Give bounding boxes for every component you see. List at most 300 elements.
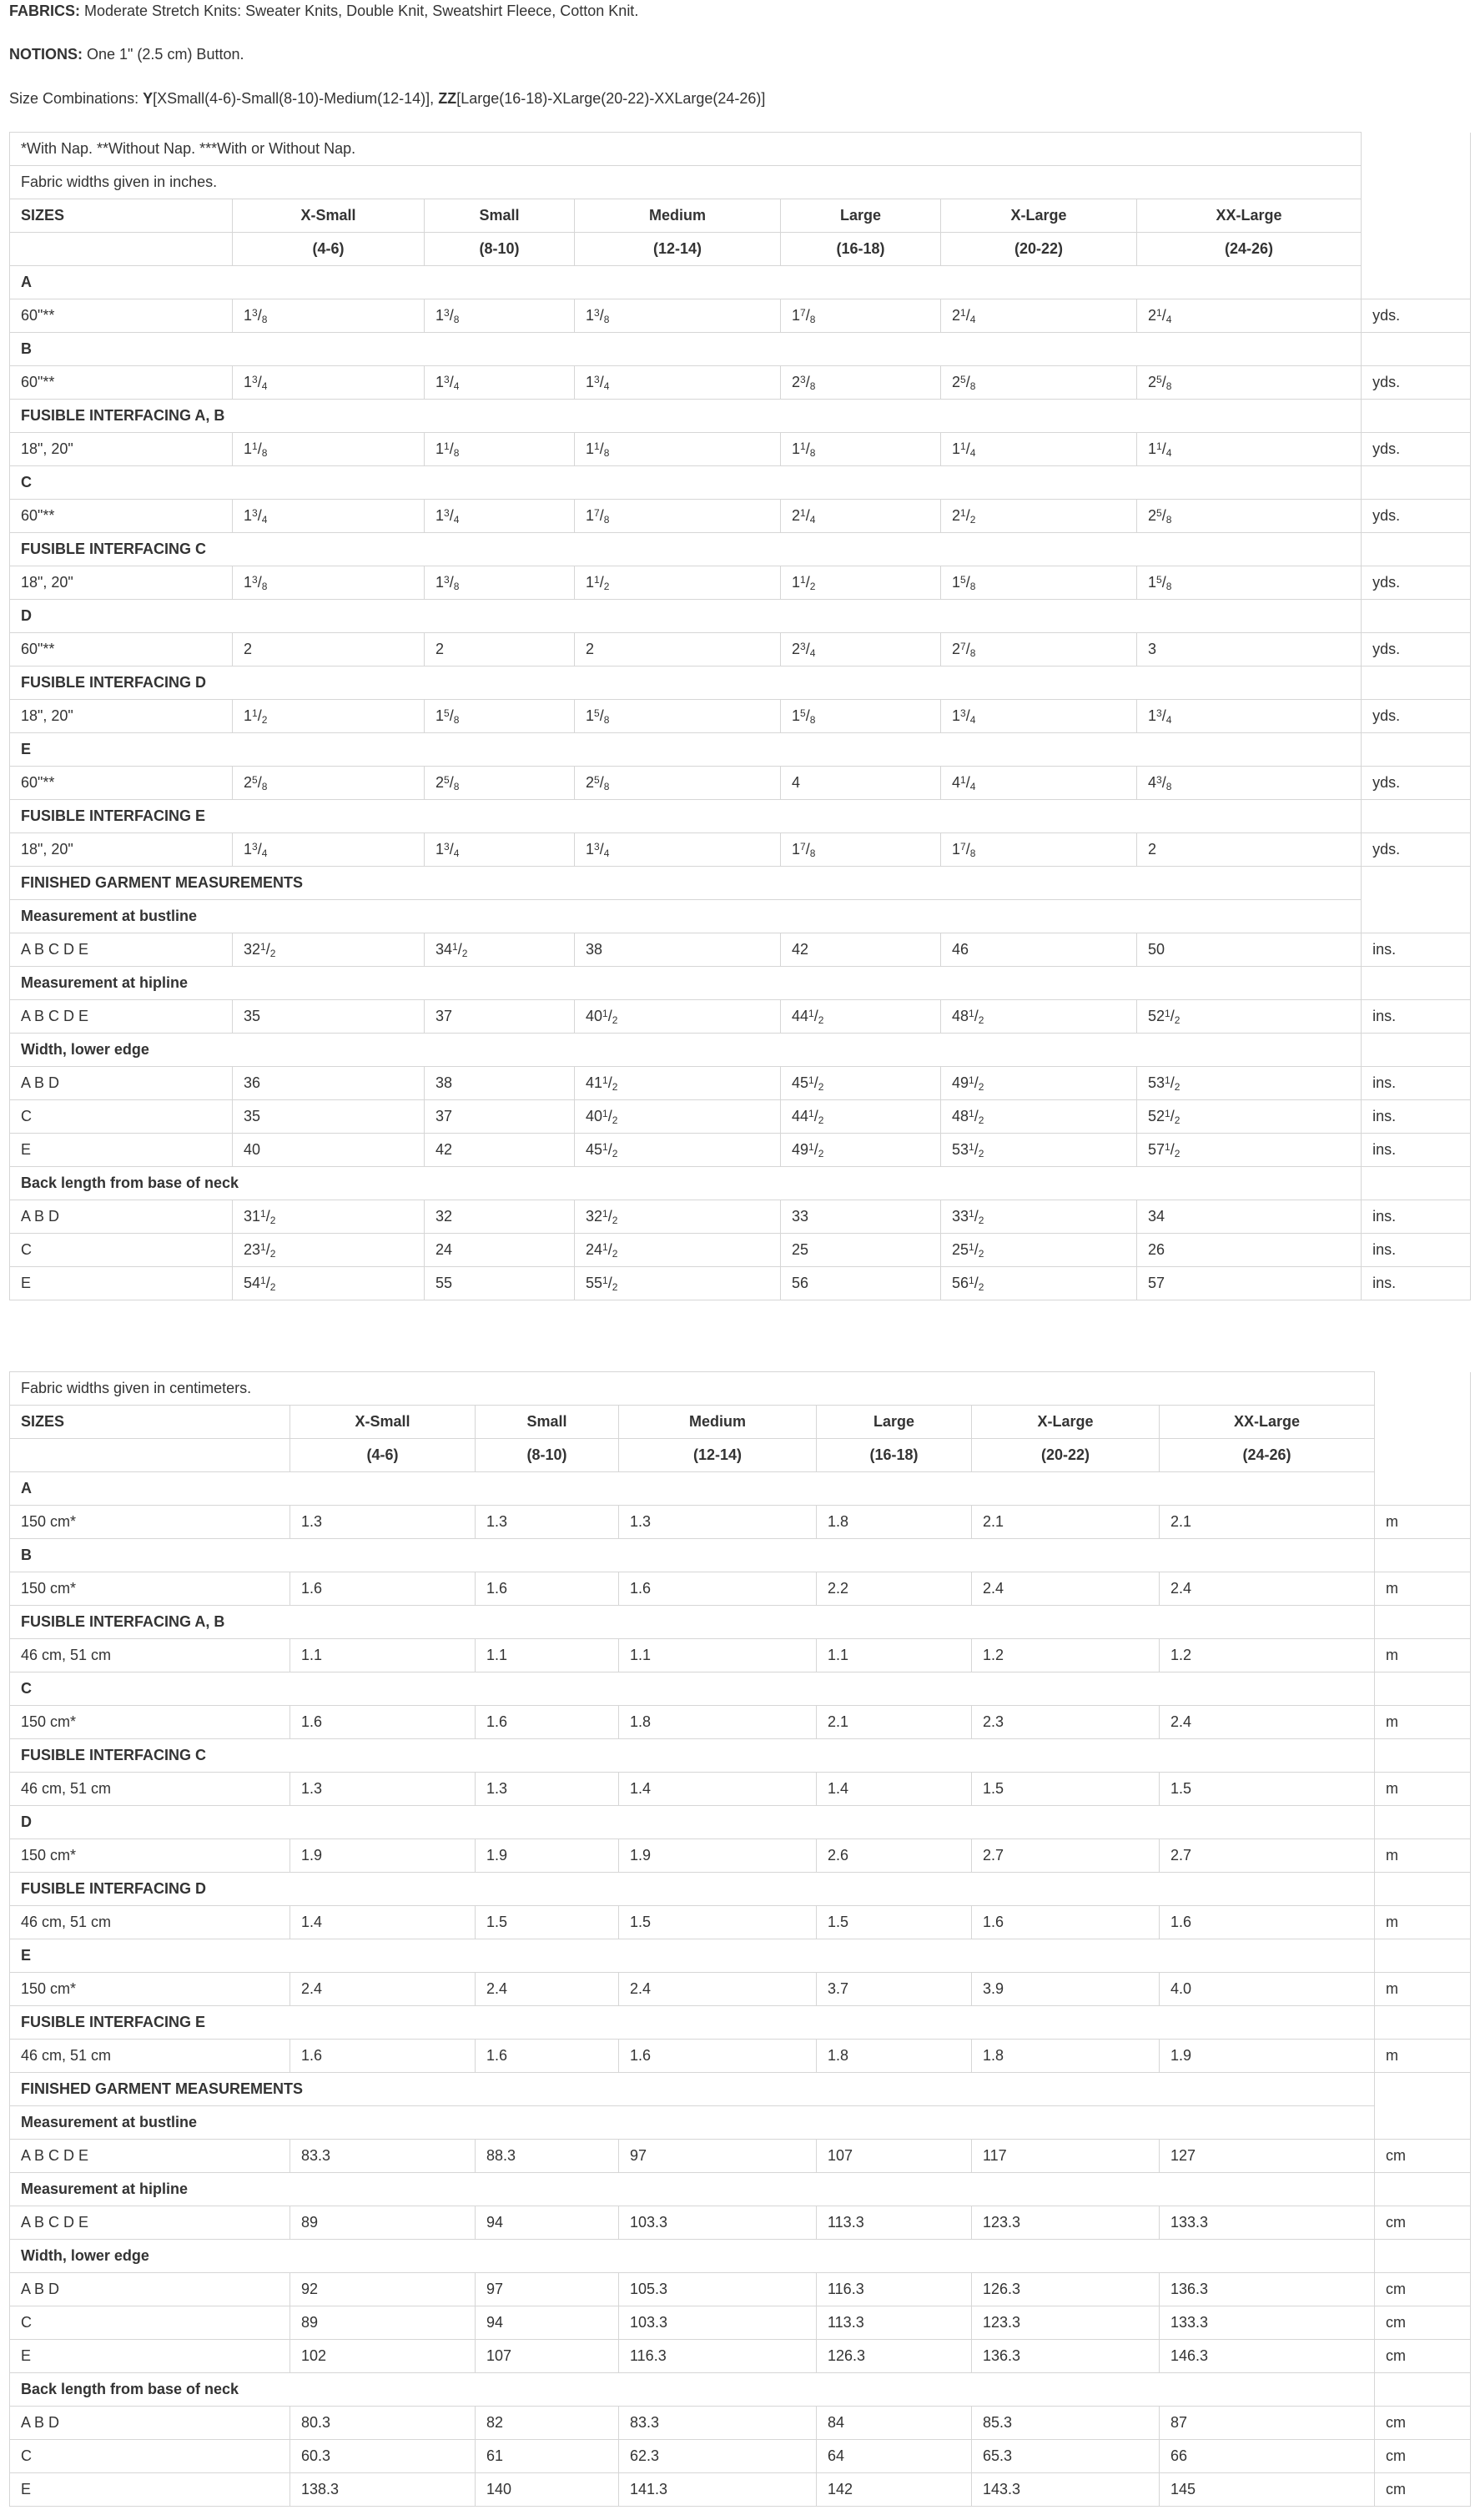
row-label: 18", 20" <box>10 566 233 600</box>
table-row <box>10 2407 1471 2440</box>
size-value-6: 145 <box>1160 2473 1375 2507</box>
section-row <box>10 666 1471 700</box>
table-row <box>10 1506 1471 1539</box>
size-value-6: $1^1/_4$ <box>1137 433 1362 466</box>
size-value-3: 1.8 <box>619 1706 817 1739</box>
unit-label: yds. <box>1362 566 1471 600</box>
size-value-5: 2.4 <box>972 1572 1160 1606</box>
size-combo-y-code: Y <box>143 90 154 107</box>
size-value-6: 136.3 <box>1160 2273 1375 2306</box>
size-value-1: 1.6 <box>290 1572 476 1606</box>
size-value-6: 66 <box>1160 2440 1375 2473</box>
size-value-1: $1^3/_8$ <box>233 566 425 600</box>
size-value-2: 1.3 <box>476 1506 619 1539</box>
section-label: A <box>10 1472 1375 1506</box>
size-value-5: $25^1/_2$ <box>941 1234 1137 1267</box>
table-row <box>10 1134 1471 1167</box>
size-value-1: 1.4 <box>290 1906 476 1939</box>
row-label: 60"** <box>10 299 233 333</box>
size-value-2: 140 <box>476 2473 619 2507</box>
section-label: FUSIBLE INTERFACING A, B <box>10 1606 1375 1639</box>
unit-column-spacer <box>1375 2073 1471 2106</box>
section-label: A <box>10 266 1362 299</box>
table-row <box>10 1706 1471 1739</box>
size-value-4: 1.1 <box>817 1639 972 1672</box>
size-range-1: (4-6) <box>233 233 425 266</box>
table-row <box>10 433 1471 466</box>
size-name-4: Large <box>781 199 941 233</box>
size-value-5: 2.1 <box>972 1506 1160 1539</box>
size-value-3: 1.4 <box>619 1773 817 1806</box>
section-row <box>10 533 1471 566</box>
unit-label: cm <box>1375 2273 1471 2306</box>
size-value-1: $1^3/_4$ <box>233 366 425 400</box>
size-value-6: $4^3/_8$ <box>1137 767 1362 800</box>
unit-label: cm <box>1375 2206 1471 2240</box>
size-value-5: $4^1/_4$ <box>941 767 1137 800</box>
size-value-2: $1^3/_4$ <box>425 500 575 533</box>
row-label: 18", 20" <box>10 433 233 466</box>
size-range-3: (12-14) <box>619 1439 817 1472</box>
size-value-5: $56^1/_2$ <box>941 1267 1137 1300</box>
size-value-5: 3.9 <box>972 1973 1160 2006</box>
size-value-6: 34 <box>1137 1200 1362 1234</box>
size-value-2: 82 <box>476 2407 619 2440</box>
size-value-4: $44^1/_2$ <box>781 1000 941 1034</box>
section-label: D <box>10 1806 1375 1839</box>
section-row <box>10 2373 1471 2407</box>
sizes-label: SIZES <box>10 199 233 233</box>
unit-column-spacer <box>1375 2373 1471 2407</box>
unit-column-spacer <box>1375 1372 1471 1506</box>
section-row <box>10 867 1471 900</box>
size-value-3: $1^5/_8$ <box>575 700 781 733</box>
unit-label: ins. <box>1362 1234 1471 1267</box>
size-value-5: $1^1/_4$ <box>941 433 1137 466</box>
size-value-4: $2^1/_4$ <box>781 500 941 533</box>
unit-column-spacer <box>1362 133 1471 299</box>
size-value-2: 88.3 <box>476 2140 619 2173</box>
size-value-1: 1.1 <box>290 1639 476 1672</box>
size-range-5: (20-22) <box>972 1439 1160 1472</box>
size-value-6: 2.4 <box>1160 1706 1375 1739</box>
unit-column-spacer <box>1375 1939 1471 1973</box>
size-value-4: 56 <box>781 1267 941 1300</box>
size-value-6: 1.9 <box>1160 2040 1375 2073</box>
size-value-4: $1^1/_8$ <box>781 433 941 466</box>
size-value-5: 1.2 <box>972 1639 1160 1672</box>
section-label: FUSIBLE INTERFACING E <box>10 2006 1375 2040</box>
size-value-3: 103.3 <box>619 2206 817 2240</box>
section-label: B <box>10 1539 1375 1572</box>
row-label: A B D <box>10 2407 290 2440</box>
unit-column-spacer <box>1375 1739 1471 1773</box>
size-value-6: $2^5/_8$ <box>1137 366 1362 400</box>
table-row <box>10 2140 1471 2173</box>
row-label: A B C D E <box>10 2140 290 2173</box>
row-label: C <box>10 2306 290 2340</box>
size-value-1: 1.3 <box>290 1773 476 1806</box>
table-row <box>10 366 1471 400</box>
size-value-3: $45^1/_2$ <box>575 1134 781 1167</box>
section-row <box>10 2173 1471 2206</box>
table-row <box>10 1100 1471 1134</box>
size-value-2: 42 <box>425 1134 575 1167</box>
size-combo-zz-code: ZZ <box>438 90 457 107</box>
size-range-6: (24-26) <box>1137 233 1362 266</box>
section-label: FUSIBLE INTERFACING E <box>10 800 1362 833</box>
unit-label: ins. <box>1362 1267 1471 1300</box>
size-value-3: $2^5/_8$ <box>575 767 781 800</box>
size-value-2: 1.9 <box>476 1839 619 1873</box>
size-value-2: $34^1/_2$ <box>425 933 575 967</box>
row-label: A B D <box>10 1067 233 1100</box>
size-value-4: 116.3 <box>817 2273 972 2306</box>
size-value-4: 113.3 <box>817 2206 972 2240</box>
fabrics-label: FABRICS: <box>9 3 80 19</box>
size-value-3: 103.3 <box>619 2306 817 2340</box>
row-label: E <box>10 2340 290 2373</box>
size-value-1: 1.6 <box>290 1706 476 1739</box>
size-value-5: $1^7/_8$ <box>941 833 1137 867</box>
table-row <box>10 2040 1471 2073</box>
size-value-1: $1^1/_2$ <box>233 700 425 733</box>
size-value-4: 3.7 <box>817 1973 972 2006</box>
size-value-3: 62.3 <box>619 2440 817 2473</box>
size-value-2: 61 <box>476 2440 619 2473</box>
size-value-1: 89 <box>290 2206 476 2240</box>
size-value-4: 1.5 <box>817 1906 972 1939</box>
size-value-2: $1^3/_4$ <box>425 366 575 400</box>
size-value-5: 2.3 <box>972 1706 1160 1739</box>
size-combo-y-sizes: [XSmall(4-6)-Small(8-10)-Medium(12-14)], <box>153 90 439 107</box>
section-row <box>10 800 1471 833</box>
row-label: E <box>10 2473 290 2507</box>
size-range-blank <box>10 233 233 266</box>
unit-label: cm <box>1375 2306 1471 2340</box>
size-value-4: $1^7/_8$ <box>781 299 941 333</box>
size-value-2: 1.1 <box>476 1639 619 1672</box>
size-value-1: 36 <box>233 1067 425 1100</box>
size-value-4: $2^3/_8$ <box>781 366 941 400</box>
size-value-2: $1^3/_8$ <box>425 566 575 600</box>
size-value-1: 60.3 <box>290 2440 476 2473</box>
size-value-3: 116.3 <box>619 2340 817 2373</box>
size-value-3: $1^1/_2$ <box>575 566 781 600</box>
size-range-5: (20-22) <box>941 233 1137 266</box>
size-value-6: 1.5 <box>1160 1773 1375 1806</box>
section-label: E <box>10 733 1362 767</box>
unit-column-spacer <box>1375 1806 1471 1839</box>
unit-label: ins. <box>1362 1067 1471 1100</box>
size-value-6: 26 <box>1137 1234 1362 1267</box>
row-label: 60"** <box>10 767 233 800</box>
unit-label: m <box>1375 1839 1471 1873</box>
size-value-2: 2 <box>425 633 575 666</box>
row-label: A B D <box>10 1200 233 1234</box>
size-value-2: $2^5/_8$ <box>425 767 575 800</box>
unit-label: cm <box>1375 2340 1471 2373</box>
size-value-4: 2.1 <box>817 1706 972 1739</box>
size-name-5: X-Large <box>941 199 1137 233</box>
unit-label: cm <box>1375 2140 1471 2173</box>
table-row <box>10 2340 1471 2373</box>
section-row <box>10 400 1471 433</box>
size-value-4: $1^5/_8$ <box>781 700 941 733</box>
size-range-2: (8-10) <box>425 233 575 266</box>
size-value-3: 141.3 <box>619 2473 817 2507</box>
size-value-3: 1.9 <box>619 1839 817 1873</box>
unit-label: m <box>1375 1639 1471 1672</box>
section-label: Width, lower edge <box>10 2240 1375 2273</box>
size-value-1: 1.9 <box>290 1839 476 1873</box>
unit-column-spacer <box>1362 666 1471 700</box>
size-value-1: 1.6 <box>290 2040 476 2073</box>
size-range-1: (4-6) <box>290 1439 476 1472</box>
size-value-1: 35 <box>233 1100 425 1134</box>
size-value-1: 40 <box>233 1134 425 1167</box>
notions-label: NOTIONS: <box>9 46 83 63</box>
size-value-4: $44^1/_2$ <box>781 1100 941 1134</box>
table-row <box>10 566 1471 600</box>
section-row <box>10 1606 1471 1639</box>
size-value-6: 2.4 <box>1160 1572 1375 1606</box>
section-row <box>10 466 1471 500</box>
size-value-6: 57 <box>1137 1267 1362 1300</box>
unit-label: yds. <box>1362 366 1471 400</box>
size-value-4: 84 <box>817 2407 972 2440</box>
unit-label: m <box>1375 2040 1471 2073</box>
size-value-5: 126.3 <box>972 2273 1160 2306</box>
size-value-4: 64 <box>817 2440 972 2473</box>
header-row <box>10 166 1471 199</box>
header-row <box>10 233 1471 266</box>
size-value-3: $55^1/_2$ <box>575 1267 781 1300</box>
section-label: FUSIBLE INTERFACING C <box>10 533 1362 566</box>
section-label: B <box>10 333 1362 366</box>
size-name-3: Medium <box>619 1406 817 1439</box>
unit-label: yds. <box>1362 767 1471 800</box>
size-value-4: 1.4 <box>817 1773 972 1806</box>
size-range-2: (8-10) <box>476 1439 619 1472</box>
unit-label: m <box>1375 1906 1471 1939</box>
sizes-label: SIZES <box>10 1406 290 1439</box>
section-row <box>10 2240 1471 2273</box>
size-value-1: 35 <box>233 1000 425 1034</box>
size-value-2: 37 <box>425 1000 575 1034</box>
size-range-6: (24-26) <box>1160 1439 1375 1472</box>
size-value-1: $1^1/_8$ <box>233 433 425 466</box>
size-range-blank <box>10 1439 290 1472</box>
size-value-5: $2^1/_2$ <box>941 500 1137 533</box>
section-row <box>10 2006 1471 2040</box>
size-value-5: $1^3/_4$ <box>941 700 1137 733</box>
size-value-4: 2.6 <box>817 1839 972 1873</box>
section-row <box>10 1034 1471 1067</box>
size-value-3: $1^3/_4$ <box>575 366 781 400</box>
table-row <box>10 2440 1471 2473</box>
size-value-2: 1.3 <box>476 1773 619 1806</box>
size-value-4: 42 <box>781 933 941 967</box>
table-row <box>10 933 1471 967</box>
section-row <box>10 1806 1471 1839</box>
unit-label: cm <box>1375 2440 1471 2473</box>
row-label: 18", 20" <box>10 700 233 733</box>
size-value-2: 1.6 <box>476 1706 619 1739</box>
unit-column-spacer <box>1375 2006 1471 2040</box>
section-label: Measurement at hipline <box>10 967 1362 1000</box>
table-row <box>10 2273 1471 2306</box>
size-value-1: 80.3 <box>290 2407 476 2440</box>
size-value-3: $40^1/_2$ <box>575 1100 781 1134</box>
size-value-5: $2^7/_8$ <box>941 633 1137 666</box>
section-row <box>10 2106 1471 2140</box>
size-value-4: 126.3 <box>817 2340 972 2373</box>
size-value-3: $40^1/_2$ <box>575 1000 781 1034</box>
size-value-6: $2^1/_4$ <box>1137 299 1362 333</box>
unit-label: yds. <box>1362 500 1471 533</box>
size-value-6: $52^1/_2$ <box>1137 1000 1362 1034</box>
unit-column-spacer <box>1362 800 1471 833</box>
unit-column-spacer <box>1362 533 1471 566</box>
size-value-5: 123.3 <box>972 2306 1160 2340</box>
size-value-6: 3 <box>1137 633 1362 666</box>
section-row <box>10 1939 1471 1973</box>
table-row <box>10 299 1471 333</box>
size-value-3: 97 <box>619 2140 817 2173</box>
size-value-3: 2 <box>575 633 781 666</box>
section-label: FINISHED GARMENT MEASUREMENTS <box>10 2073 1375 2106</box>
table-row <box>10 1067 1471 1100</box>
unit-column-spacer <box>1362 867 1471 900</box>
size-value-5: $48^1/_2$ <box>941 1000 1137 1034</box>
unit-label: yds. <box>1362 700 1471 733</box>
size-value-2: $1^5/_8$ <box>425 700 575 733</box>
size-value-4: 107 <box>817 2140 972 2173</box>
size-value-6: 2.1 <box>1160 1506 1375 1539</box>
size-value-5: $48^1/_2$ <box>941 1100 1137 1134</box>
table-row <box>10 1572 1471 1606</box>
size-value-6: 4.0 <box>1160 1973 1375 2006</box>
unit-column-spacer <box>1362 466 1471 500</box>
unit-label: yds. <box>1362 299 1471 333</box>
size-value-4: 1.8 <box>817 1506 972 1539</box>
size-value-2: 1.6 <box>476 2040 619 2073</box>
row-label: 150 cm* <box>10 1572 290 1606</box>
size-value-3: 1.3 <box>619 1506 817 1539</box>
unit-label: m <box>1375 1973 1471 2006</box>
row-label: A B C D E <box>10 1000 233 1034</box>
unit-column-spacer <box>1362 1167 1471 1200</box>
unit-column-spacer <box>1362 1034 1471 1067</box>
size-value-4: $2^3/_4$ <box>781 633 941 666</box>
row-label: 46 cm, 51 cm <box>10 2040 290 2073</box>
size-name-6: XX-Large <box>1160 1406 1375 1439</box>
section-label: Width, lower edge <box>10 1034 1362 1067</box>
row-label: 18", 20" <box>10 833 233 867</box>
table-row <box>10 1773 1471 1806</box>
size-value-1: 138.3 <box>290 2473 476 2507</box>
table-row <box>10 833 1471 867</box>
size-value-1: $32^1/_2$ <box>233 933 425 967</box>
unit-column-spacer <box>1375 1539 1471 1572</box>
section-row <box>10 733 1471 767</box>
size-value-1: $1^3/_8$ <box>233 299 425 333</box>
section-label: Measurement at hipline <box>10 2173 1375 2206</box>
size-value-5: $49^1/_2$ <box>941 1067 1137 1100</box>
size-value-1: 83.3 <box>290 2140 476 2173</box>
unit-column-spacer <box>1375 1873 1471 1906</box>
row-label: 150 cm* <box>10 1506 290 1539</box>
size-value-3: $32^1/_2$ <box>575 1200 781 1234</box>
row-label: 60"** <box>10 366 233 400</box>
table-row <box>10 700 1471 733</box>
row-label: 46 cm, 51 cm <box>10 1639 290 1672</box>
size-value-5: 143.3 <box>972 2473 1160 2507</box>
section-row <box>10 1672 1471 1706</box>
unit-label: yds. <box>1362 833 1471 867</box>
unit-column-spacer <box>1362 400 1471 433</box>
size-value-6: $57^1/_2$ <box>1137 1134 1362 1167</box>
notions-line <box>9 45 244 63</box>
size-value-6: 133.3 <box>1160 2306 1375 2340</box>
row-label: C <box>10 1100 233 1134</box>
size-value-1: $1^3/_4$ <box>233 500 425 533</box>
row-label: C <box>10 2440 290 2473</box>
section-row <box>10 266 1471 299</box>
unit-label: ins. <box>1362 933 1471 967</box>
size-range-4: (16-18) <box>817 1439 972 1472</box>
section-label: FUSIBLE INTERFACING C <box>10 1739 1375 1773</box>
section-row <box>10 1539 1471 1572</box>
unit-column-spacer <box>1362 600 1471 633</box>
size-value-2: 107 <box>476 2340 619 2373</box>
size-value-5: $33^1/_2$ <box>941 1200 1137 1234</box>
size-value-1: 102 <box>290 2340 476 2373</box>
size-value-3: 1.1 <box>619 1639 817 1672</box>
size-value-1: $31^1/_2$ <box>233 1200 425 1234</box>
unit-column-spacer <box>1362 900 1471 933</box>
size-value-4: $1^1/_2$ <box>781 566 941 600</box>
table-row <box>10 1234 1471 1267</box>
size-value-3: $1^1/_8$ <box>575 433 781 466</box>
size-name-2: Small <box>476 1406 619 1439</box>
size-value-2: 1.5 <box>476 1906 619 1939</box>
unit-label: ins. <box>1362 1000 1471 1034</box>
size-value-5: 136.3 <box>972 2340 1160 2373</box>
size-value-5: 117 <box>972 2140 1160 2173</box>
row-label: E <box>10 1267 233 1300</box>
size-value-6: $52^1/_2$ <box>1137 1100 1362 1134</box>
unit-column-spacer <box>1362 333 1471 366</box>
unit-column-spacer <box>1375 1606 1471 1639</box>
notions-text: One 1" (2.5 cm) Button. <box>83 46 244 63</box>
size-value-6: 127 <box>1160 2140 1375 2173</box>
size-value-6: 87 <box>1160 2407 1375 2440</box>
table-row <box>10 1973 1471 2006</box>
size-value-5: 65.3 <box>972 2440 1160 2473</box>
size-value-5: 1.8 <box>972 2040 1160 2073</box>
yardage-chart-inches <box>9 132 1471 1300</box>
size-name-2: Small <box>425 199 575 233</box>
section-label: FUSIBLE INTERFACING A, B <box>10 400 1362 433</box>
size-value-3: 2.4 <box>619 1973 817 2006</box>
row-label: A B C D E <box>10 933 233 967</box>
size-value-6: $2^5/_8$ <box>1137 500 1362 533</box>
section-row <box>10 333 1471 366</box>
size-value-3: 1.6 <box>619 2040 817 2073</box>
size-value-2: 94 <box>476 2206 619 2240</box>
